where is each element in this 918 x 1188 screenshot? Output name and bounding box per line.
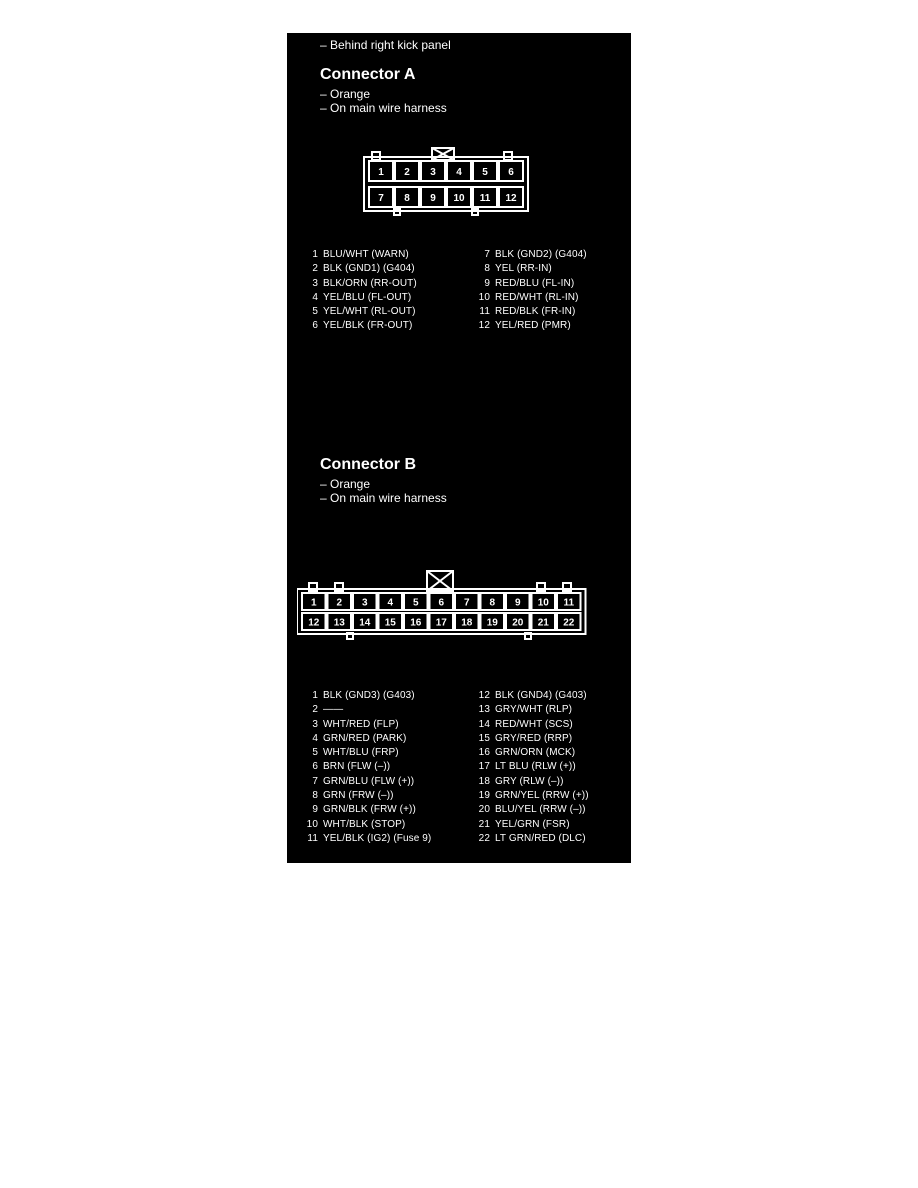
pin-wire-label: YEL/WHT (RL-OUT) bbox=[323, 306, 416, 318]
connector-a-pin-row bbox=[477, 277, 587, 291]
pin-cavity-label: 20 bbox=[512, 617, 524, 629]
pin-wire-label: LT BLU (RLW (+)) bbox=[495, 761, 576, 773]
pin-number: 3 bbox=[312, 718, 318, 730]
pin-cavity-label: 12 bbox=[308, 617, 320, 629]
pin-wire-label: RED/BLK (FR-IN) bbox=[495, 306, 576, 318]
pin-number: 5 bbox=[312, 306, 318, 318]
pin-cavity-label: 5 bbox=[412, 597, 419, 609]
pin-wire-label: YEL/RED (PMR) bbox=[495, 320, 571, 332]
pin-wire-label: GRN/BLU (FLW (+)) bbox=[323, 775, 415, 787]
connector-b-pin-row bbox=[301, 703, 431, 717]
pin-cavity-label: 12 bbox=[505, 193, 517, 204]
pin-wire-label: YEL (RR-IN) bbox=[495, 263, 552, 275]
pin-cavity-label: 21 bbox=[537, 617, 549, 629]
pin-cavity-label: 13 bbox=[333, 617, 345, 629]
pin-number: 3 bbox=[312, 277, 318, 289]
pin-number: 7 bbox=[312, 775, 318, 787]
pin-number: 9 bbox=[312, 804, 318, 816]
connector-b-pin-row bbox=[301, 718, 431, 732]
pin-number: 17 bbox=[478, 761, 490, 773]
connector-b-pin-row bbox=[475, 703, 589, 717]
pin-cavity-label: 6 bbox=[508, 167, 514, 178]
connector-b-pin-row bbox=[475, 803, 589, 817]
pin-number: 5 bbox=[312, 747, 318, 759]
pin-cavity-label: 17 bbox=[435, 617, 447, 629]
pin-wire-label: BLK (GND4) (G403) bbox=[495, 690, 587, 701]
connector-b-title: Connector B bbox=[320, 456, 416, 473]
connector-a-pin-row bbox=[307, 262, 417, 276]
connector-a-harness-note: – On main wire harness bbox=[320, 101, 447, 115]
connector-b-pin-row bbox=[475, 732, 589, 746]
pin-cavity-label: 10 bbox=[537, 597, 549, 609]
connector-b-pin-row bbox=[301, 789, 431, 803]
pin-cavity-label: 2 bbox=[336, 597, 343, 609]
pin-wire-label: LT GRN/RED (DLC) bbox=[495, 832, 586, 844]
pin-wire-label: GRN/RED (PARK) bbox=[323, 732, 407, 744]
pin-number: 2 bbox=[312, 704, 318, 716]
pin-number: 10 bbox=[306, 818, 318, 830]
connector-b-pin-row bbox=[301, 832, 431, 846]
location-note: – Behind right kick panel bbox=[320, 38, 451, 52]
connector-b-diagram bbox=[297, 569, 597, 643]
connector-a-pin-row bbox=[307, 305, 417, 319]
pin-wire-label: BLK (GND1) (G404) bbox=[323, 263, 415, 275]
connector-a-pin-row bbox=[477, 291, 587, 305]
pin-cavity-label: 11 bbox=[563, 597, 575, 609]
pin-number: 11 bbox=[307, 832, 318, 844]
guide-latch bbox=[525, 633, 531, 639]
pin-cavity-label: 9 bbox=[430, 193, 436, 204]
connector-a-color-note: – Orange bbox=[320, 87, 371, 101]
pin-number: 10 bbox=[478, 291, 490, 303]
pin-wire-label: RED/WHT (RL-IN) bbox=[495, 291, 579, 303]
connector-b-pin-list-left bbox=[301, 689, 431, 846]
pin-cavity-label: 4 bbox=[387, 597, 394, 609]
pin-cavity-label: 1 bbox=[378, 167, 384, 178]
pin-number: 18 bbox=[478, 775, 490, 787]
connector-b-pin-row bbox=[301, 760, 431, 774]
pin-wire-label: GRY (RLW (–)) bbox=[495, 775, 564, 787]
pin-cavity-label: 18 bbox=[461, 617, 473, 629]
connector-a-pin-row bbox=[307, 319, 417, 333]
connector-a-pin-row bbox=[307, 277, 417, 291]
connector-b-harness-note: – On main wire harness bbox=[320, 491, 447, 505]
pin-cavity-label: 22 bbox=[563, 617, 575, 629]
pin-number: 12 bbox=[478, 690, 490, 701]
connector-b-pin-row bbox=[301, 689, 431, 703]
connector-b-pin-row bbox=[475, 832, 589, 846]
connector-b-pin-list-right bbox=[475, 689, 589, 846]
pin-cavity-label: 3 bbox=[430, 167, 436, 178]
pin-cavity-label: 8 bbox=[489, 597, 496, 609]
pin-number: 16 bbox=[478, 747, 490, 759]
connector-a-pin-row bbox=[307, 248, 417, 262]
pin-cavity-label: 9 bbox=[514, 597, 521, 609]
pin-wire-label: YEL/BLK (FR-OUT) bbox=[323, 320, 413, 332]
pin-wire-label: BLU/WHT (WARN) bbox=[323, 249, 409, 260]
pin-wire-label: BLK/ORN (RR-OUT) bbox=[323, 277, 417, 289]
connector-a-pin-row bbox=[477, 305, 587, 319]
pin-number: 6 bbox=[312, 320, 318, 332]
pin-wire-label: YEL/GRN (FSR) bbox=[495, 818, 570, 830]
pin-cavity-label: 7 bbox=[378, 193, 384, 204]
pin-number: 15 bbox=[478, 732, 490, 744]
connector-a-pin-row bbox=[477, 262, 587, 276]
pin-cavity-label: 1 bbox=[310, 597, 317, 609]
pin-number: 1 bbox=[312, 249, 318, 260]
pin-wire-label: —— bbox=[323, 704, 344, 716]
pin-number: 14 bbox=[478, 718, 490, 730]
connector-b-color-note: – Orange bbox=[320, 477, 371, 491]
connector-a-pin-row bbox=[307, 291, 417, 305]
pin-number: 1 bbox=[312, 690, 318, 701]
pin-wire-label: YEL/BLK (IG2) (Fuse 9) bbox=[323, 832, 432, 844]
connector-b-pin-row bbox=[301, 803, 431, 817]
pin-cavity-label: 16 bbox=[410, 617, 422, 629]
pin-number: 9 bbox=[484, 277, 490, 289]
pin-number: 7 bbox=[484, 249, 490, 260]
pin-wire-label: YEL/BLU (FL-OUT) bbox=[323, 291, 412, 303]
pin-number: 19 bbox=[478, 790, 490, 802]
guide-latch bbox=[347, 633, 353, 639]
pin-number: 20 bbox=[478, 804, 490, 816]
pin-wire-label: GRY/WHT (RLP) bbox=[495, 704, 573, 716]
pin-cavity-label: 11 bbox=[479, 193, 491, 204]
pin-cavity-label: 5 bbox=[482, 167, 488, 178]
pin-wire-label: RED/BLU (FL-IN) bbox=[495, 277, 575, 289]
pin-wire-label: GRN/BLK (FRW (+)) bbox=[323, 804, 416, 816]
connector-info-panel bbox=[287, 33, 631, 863]
pin-number: 22 bbox=[478, 832, 490, 844]
pin-wire-label: GRN (FRW (–)) bbox=[323, 790, 394, 802]
connector-a-pin-row bbox=[477, 248, 587, 262]
pin-number: 12 bbox=[478, 320, 490, 332]
pin-wire-label: RED/WHT (SCS) bbox=[495, 718, 573, 730]
connector-a-pin-list-left bbox=[307, 248, 417, 334]
pin-cavity-label: 15 bbox=[384, 617, 396, 629]
connector-b-pin-row bbox=[301, 818, 431, 832]
connector-a-diagram bbox=[360, 145, 534, 217]
connector-a-pin-row bbox=[477, 319, 587, 333]
connector-b-pin-row bbox=[475, 775, 589, 789]
connector-b-pin-row bbox=[475, 760, 589, 774]
pin-cavity-label: 2 bbox=[404, 167, 410, 178]
pin-cavity-label: 10 bbox=[453, 193, 465, 204]
connector-b-pin-row bbox=[475, 818, 589, 832]
pin-number: 4 bbox=[312, 732, 318, 744]
connector-b-pin-row bbox=[301, 746, 431, 760]
pin-cavity-label: 6 bbox=[438, 597, 445, 609]
connector-b-pin-row bbox=[301, 732, 431, 746]
pin-cavity-label: 8 bbox=[404, 193, 410, 204]
pin-number: 4 bbox=[312, 291, 318, 303]
pin-number: 21 bbox=[478, 818, 490, 830]
pin-number: 8 bbox=[484, 263, 490, 275]
pin-wire-label: BLK (GND3) (G403) bbox=[323, 690, 415, 701]
pin-wire-label: GRY/RED (RRP) bbox=[495, 732, 573, 744]
pin-wire-label: BLU/YEL (RRW (–)) bbox=[495, 804, 586, 816]
pin-wire-label: WHT/BLU (FRP) bbox=[323, 747, 399, 759]
pin-wire-label: GRN/ORN (MCK) bbox=[495, 747, 576, 759]
pin-cavity-label: 4 bbox=[456, 167, 462, 178]
connector-b-pin-row bbox=[475, 789, 589, 803]
connector-b-pin-row bbox=[301, 775, 431, 789]
connector-b-pin-row bbox=[475, 718, 589, 732]
connector-a-title: Connector A bbox=[320, 66, 416, 83]
pin-cavity-label: 14 bbox=[359, 617, 371, 629]
pin-cavity-label: 19 bbox=[486, 617, 498, 629]
pin-wire-label: BLK (GND2) (G404) bbox=[495, 249, 587, 260]
connector-b-pin-row bbox=[475, 746, 589, 760]
pin-cavity-label: 7 bbox=[463, 597, 470, 609]
connector-a-pin-list-right bbox=[477, 248, 587, 334]
pin-wire-label: GRN/YEL (RRW (+)) bbox=[495, 790, 589, 802]
pin-number: 11 bbox=[479, 306, 490, 318]
connector-b-pin-row bbox=[475, 689, 589, 703]
pin-number: 2 bbox=[312, 263, 318, 275]
pin-cavity-label: 3 bbox=[361, 597, 368, 609]
pin-number: 6 bbox=[312, 761, 318, 773]
pin-number: 8 bbox=[312, 790, 318, 802]
pin-number: 13 bbox=[478, 704, 490, 716]
pin-wire-label: WHT/BLK (STOP) bbox=[323, 818, 406, 830]
pin-wire-label: BRN (FLW (–)) bbox=[323, 761, 391, 773]
pin-wire-label: WHT/RED (FLP) bbox=[323, 718, 399, 730]
